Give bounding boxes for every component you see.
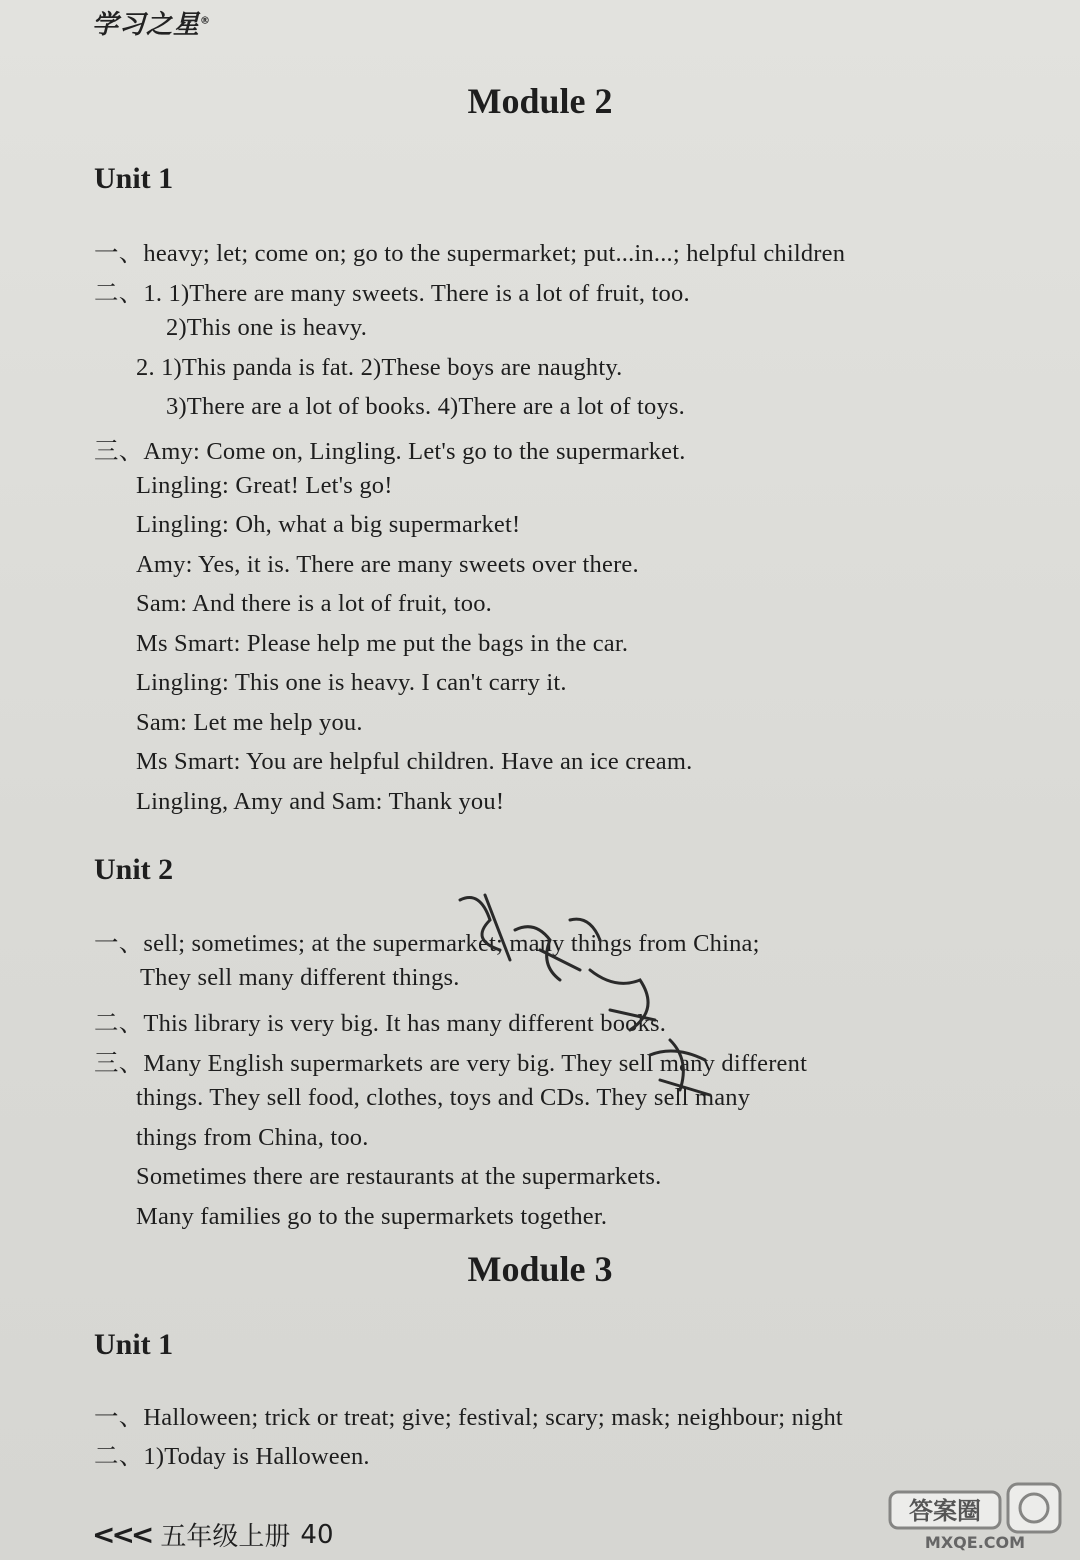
m2u2-line-8: Many families go to the supermarkets together.: [136, 1203, 608, 1230]
watermark-text: 答案圈: [909, 1497, 981, 1525]
module-3-title: Module 3: [467, 1249, 613, 1289]
watermark-url: MXQE.COM: [924, 1533, 1026, 1552]
m2u1-line-4: 2. 1)This panda is fat. 2)These boys are naughty.: [136, 354, 623, 381]
logo-registered-mark: ®: [200, 15, 212, 27]
m2u2-line-6: things from China, too.: [136, 1124, 369, 1151]
m2u2-line-4: 三、Many English supermarkets are very big. They sell many different: [94, 1050, 808, 1077]
m2u2-line-3: 二、This library is very big. It has many different books.: [94, 1010, 667, 1037]
m2u2-line-1: 一、sell; sometimes; at the supermarket; many things from China;: [94, 930, 760, 957]
m2u1-line-8: Lingling: Oh, what a big supermarket!: [136, 511, 521, 538]
m2u2-line-7: Sometimes there are restaurants at the supermarkets.: [136, 1163, 662, 1190]
page-footer: [92, 1516, 334, 1553]
logo-text: 学习之星: [92, 10, 201, 40]
module-3-unit-1-title: Unit 1: [94, 1328, 174, 1361]
watermark-logo: [880, 1482, 1070, 1552]
m2u1-line-12: Lingling: This one is heavy. I can't carry it.: [136, 669, 567, 696]
m2u1-line-15: Lingling, Amy and Sam: Thank you!: [136, 788, 505, 815]
m2u1-line-7: Lingling: Great! Let's go!: [136, 472, 393, 499]
m2u1-line-3: 2)This one is heavy.: [166, 314, 368, 341]
m3u1-line-1: 一、Halloween; trick or treat; give; festival; scary; mask; neighbour; night: [94, 1404, 843, 1431]
m2u1-line-1: 一、heavy; let; come on; go to the supermarket; put...in...; helpful children: [94, 240, 846, 267]
m2u1-line-10: Sam: And there is a lot of fruit, too.: [136, 590, 492, 617]
footer-arrows: <<<: [92, 1518, 151, 1551]
m2u1-line-14: Ms Smart: You are helpful children. Have an ice cream.: [136, 748, 693, 775]
m2u1-line-2: 二、1. 1)There are many sweets. There is a lot of fruit, too.: [94, 280, 690, 307]
footer-grade: 五年级上册: [160, 1522, 291, 1552]
module-2-unit-1-title: Unit 1: [94, 162, 174, 195]
m3u1-line-2: 二、1)Today is Halloween.: [94, 1443, 370, 1470]
m2u1-line-5: 3)There are a lot of books. 4)There are a lot of toys.: [166, 393, 685, 420]
m2u1-line-11: Ms Smart: Please help me put the bags in the car.: [136, 630, 629, 657]
m2u1-line-9: Amy: Yes, it is. There are many sweets over there.: [136, 551, 639, 578]
module-2-unit-2-title: Unit 2: [94, 853, 174, 886]
m2u2-line-2: They sell many different things.: [140, 964, 460, 991]
m2u2-line-5: things. They sell food, clothes, toys and CDs. They sell many: [136, 1084, 751, 1111]
m2u1-line-6: 三、Amy: Come on, Lingling. Let's go to the supermarket.: [94, 438, 686, 465]
module-2-title: Module 2: [467, 81, 613, 121]
page-number: 40: [300, 1519, 334, 1550]
brand-logo: [92, 4, 211, 41]
m2u1-line-13: Sam: Let me help you.: [136, 709, 363, 736]
